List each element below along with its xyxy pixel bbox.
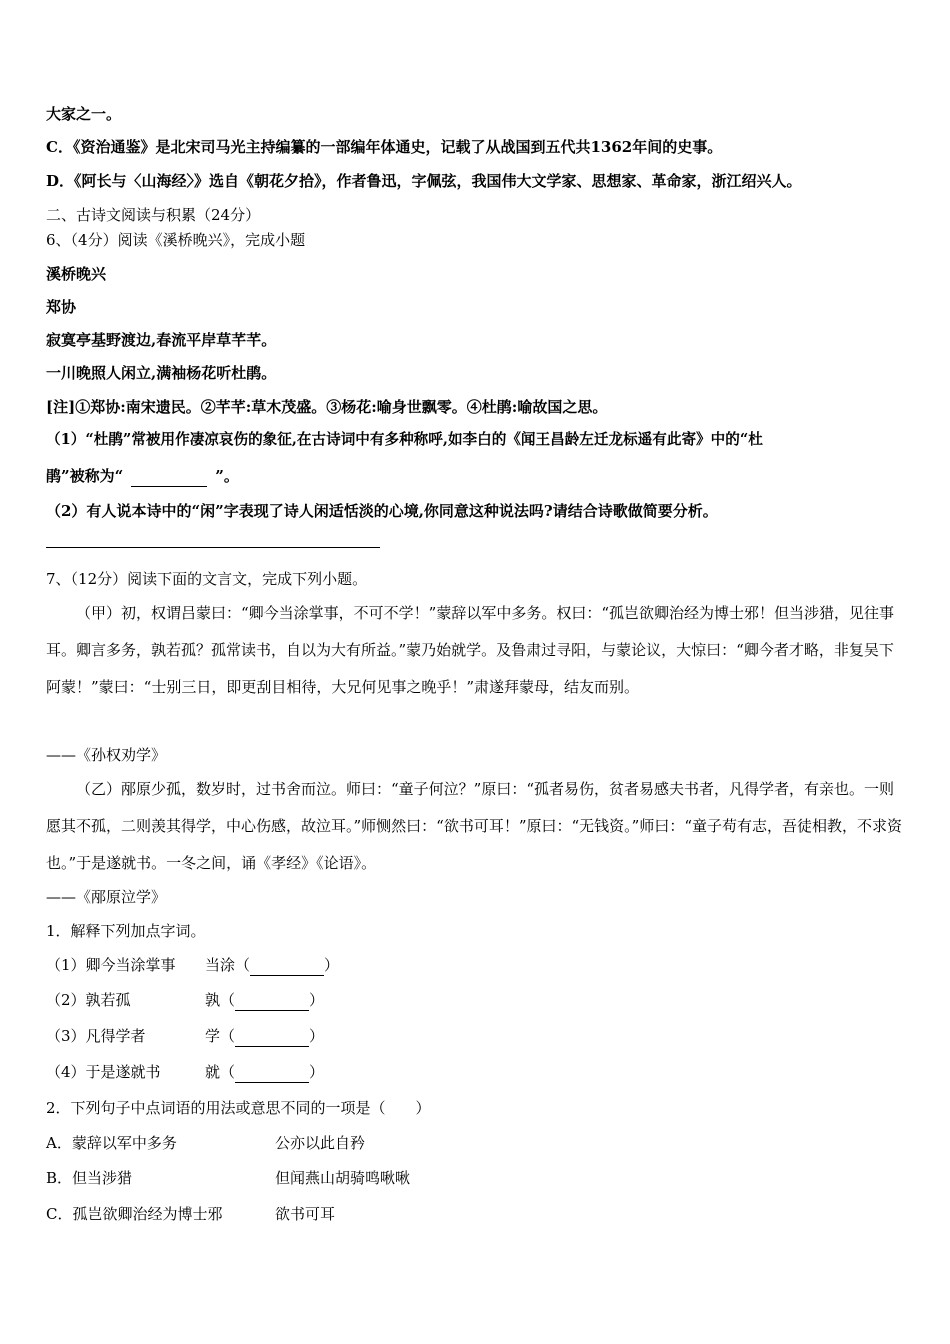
answer-blank[interactable] — [235, 1062, 309, 1083]
q7-sub1-item-4-answer — [205, 1062, 324, 1083]
q6-sub2: （2）有人说本诗中的“闲”字表现了诗人闲适恬淡的心境,你同意这种说法吗?请结合诗歌做简要分析。 — [46, 502, 718, 520]
q7-sub1-prompt: 1．解释下列加点字词。 — [46, 922, 206, 940]
q7-sub2-option-b-right: 但闻燕山胡骑鸣啾啾 — [275, 1169, 411, 1187]
answer-blank[interactable] — [250, 955, 324, 976]
option-d: D．《阿长与〈山海经〉》选自《朝花夕拾》，作者鲁迅，字佩弦，我国伟大文学家、思想家、革命家，浙江绍兴人。 — [46, 172, 802, 190]
q7-sub1-item-1-answer — [205, 955, 339, 976]
item-close: ） — [309, 991, 325, 1009]
q7-sub1-item-2-answer — [205, 990, 324, 1011]
poem-title: 溪桥晚兴 — [46, 265, 107, 283]
q6-prompt: 6、（4分）阅读《溪桥晚兴》，完成小题 — [46, 231, 306, 249]
q7-sub1-item-4: （4）于是遂就书 — [46, 1063, 161, 1081]
item-word: 就（ — [205, 1063, 236, 1081]
q7-sub2-option-a-left: A．蒙辞以军中多务 — [46, 1134, 177, 1152]
q6-sub1-line2 — [46, 466, 239, 487]
passage-b: （乙）邴原少孤，数岁时，过书舍而泣。师曰：“童子何泣？”原曰：“孤者易伤，贫者易感夫书者，凡得学者，有亲也。一则愿其不孤，二则羡其得学，中心伤感，故泣耳。”师恻然曰：“欲书可耳！”原曰：“无钱资。”师曰：“童子苟有志，吾徒相教，不求资也。”于是遂就书。一冬之间，诵《孝经》《论语》。 — [46, 780, 903, 872]
q6-sub1-post: ”。 — [215, 467, 239, 485]
item-close: ） — [324, 956, 340, 974]
answer-line[interactable] — [46, 547, 380, 548]
item-close: ） — [309, 1063, 325, 1081]
passage-b-source: ——《邴原泣学》 — [46, 888, 167, 906]
q7-sub1-item-1: （1）卿今当涂掌事 — [46, 956, 176, 974]
answer-blank[interactable] — [131, 466, 207, 487]
q7-sub2-option-c-right: 欲书可耳 — [275, 1205, 336, 1223]
item-word: 学（ — [205, 1027, 236, 1045]
q7-sub2-prompt: 2．下列句子中点词语的用法或意思不同的一项是（ ） — [46, 1099, 431, 1117]
q6-sub1-pre: 鹃”被称为“ — [46, 467, 124, 485]
q7-prompt: 7、（12分）阅读下面的文言文，完成下列小题。 — [46, 570, 368, 588]
option-b-tail: 大家之一。 — [46, 105, 122, 123]
answer-blank[interactable] — [235, 990, 309, 1011]
q7-sub1-item-2: （2）孰若孤 — [46, 991, 131, 1009]
q6-sub1-line1: （1）“杜鹃”常被用作凄凉哀伤的象征,在古诗词中有多种称呼,如李白的《闻王昌龄左迁龙标遥有此寄》中的“杜 — [46, 431, 763, 448]
poem-line-1: 寂寞亭基野渡边,春流平岸草芊芊。 — [46, 331, 277, 349]
section-heading: 二、古诗文阅读与积累（24分） — [46, 206, 261, 224]
poem-author: 郑协 — [46, 298, 77, 316]
answer-blank[interactable] — [235, 1026, 309, 1047]
poem-line-2: 一川晚照人闲立,满袖杨花听杜鹃。 — [46, 364, 277, 382]
q7-sub2-option-b-left: B．但当涉猎 — [46, 1169, 133, 1187]
q7-sub2-option-c-left: C．孤岂欲卿治经为博士邪 — [46, 1205, 223, 1223]
passage-a-source: ——《孙权劝学》 — [46, 746, 167, 764]
q7-sub2-option-a-right: 公亦以此自矜 — [275, 1134, 366, 1152]
item-word: 孰（ — [205, 991, 236, 1009]
q7-sub1-item-3-answer — [205, 1026, 324, 1047]
option-c: C．《资治通鉴》是北宋司马光主持编纂的一部编年体通史，记载了从战国到五代共1362年间的史事。 — [46, 138, 723, 156]
passage-a: （甲）初，权谓吕蒙曰：“卿今当涂掌事，不可不学！”蒙辞以军中多务。权曰：“孤岂欲卿治经为博士邪！但当涉猎，见往事耳。卿言多务，孰若孤？孤常读书，自以为大有所益。”蒙乃始就学。及鲁肃过寻阳，与蒙论议，大惊曰：“卿今者才略，非复吴下阿蒙！”蒙曰：“士别三日，即更刮目相待，大兄何见事之晚乎！”肃遂拜蒙母，结友而别。 — [46, 604, 895, 696]
item-word: 当涂（ — [205, 956, 251, 974]
poem-note: [注]①郑协:南宋遗民。②芊芊:草木茂盛。③杨花:喻身世飘零。④杜鹃:喻故国之思。 — [46, 398, 608, 416]
item-close: ） — [309, 1027, 325, 1045]
q7-sub1-item-3: （3）凡得学者 — [46, 1027, 146, 1045]
